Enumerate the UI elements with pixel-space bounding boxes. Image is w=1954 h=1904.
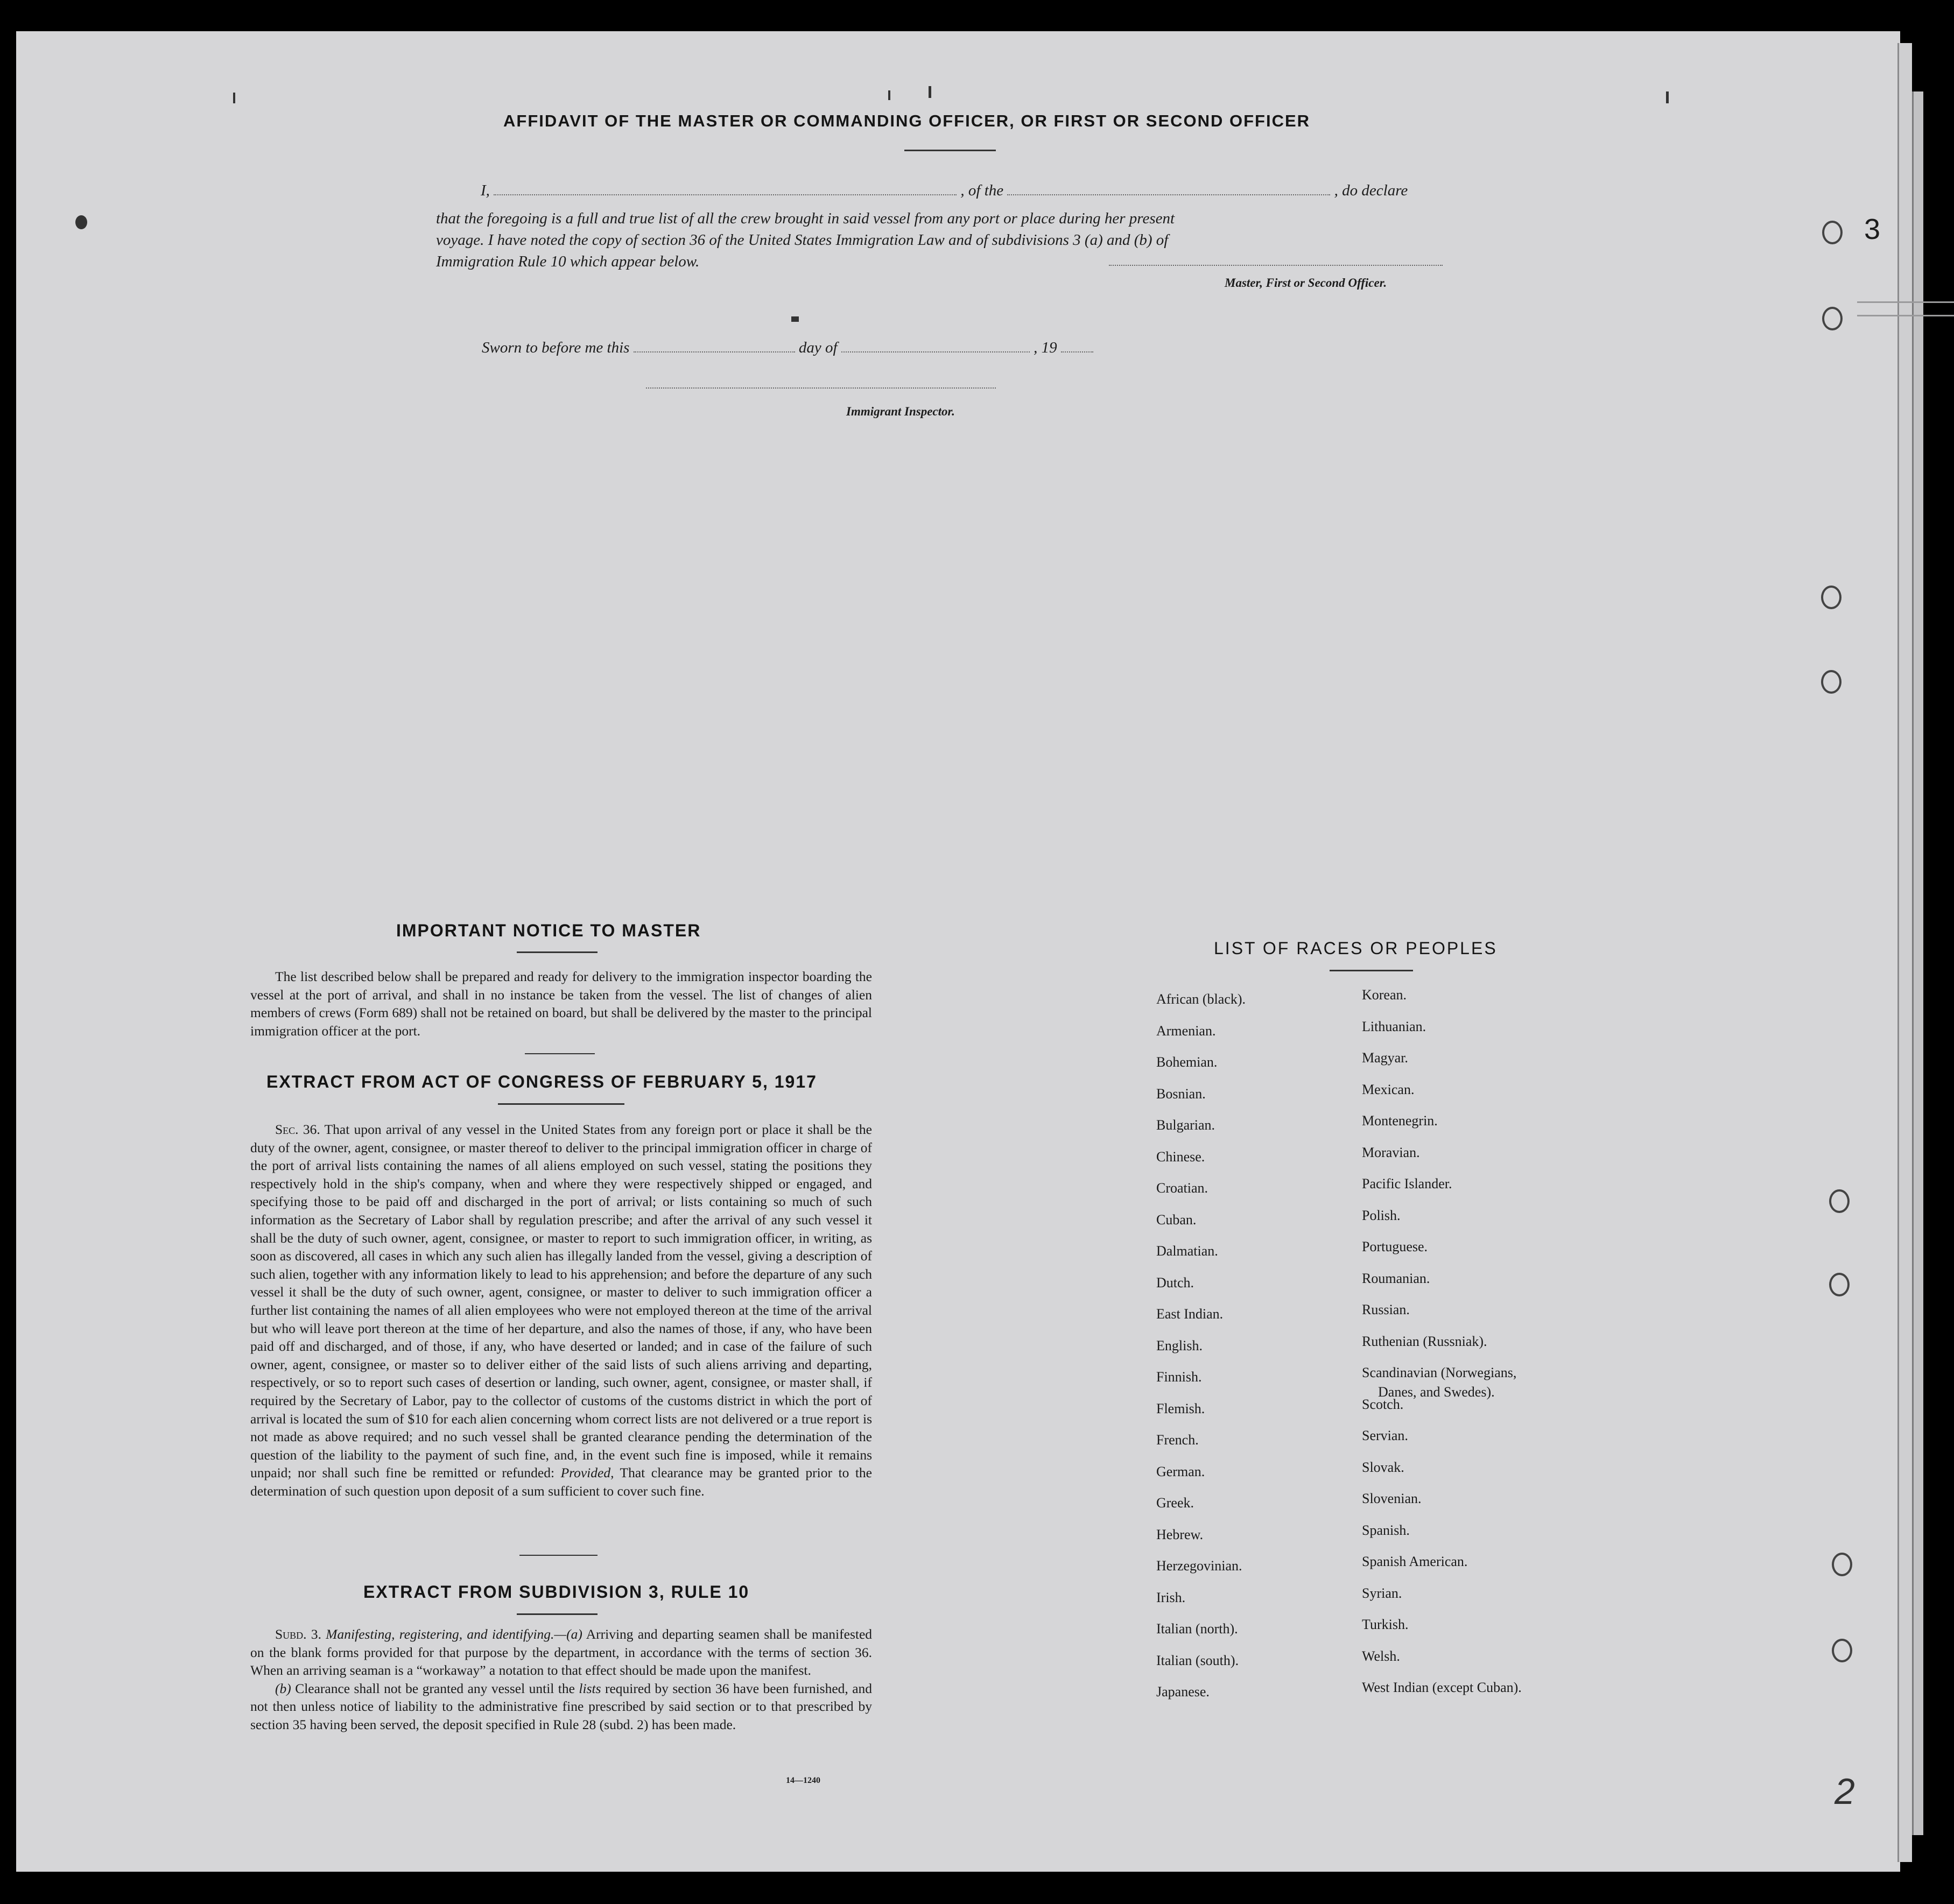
race-item: French. <box>1156 1432 1199 1448</box>
race-item: Roumanian. <box>1362 1271 1430 1286</box>
race-item: Slovenian. <box>1362 1491 1422 1506</box>
inspector-signature-field[interactable] <box>646 387 996 389</box>
vessel-field[interactable] <box>1007 194 1330 195</box>
title-underline <box>904 150 996 151</box>
scan-speck <box>929 86 931 98</box>
sworn-day-field[interactable] <box>634 351 795 352</box>
lists-term: lists <box>579 1680 601 1696</box>
race-item: Italian (south). <box>1156 1653 1239 1668</box>
section-divider <box>519 1555 598 1556</box>
act-extract-title: EXTRACT FROM ACT OF CONGRESS OF FEBRUARY 5, 1917 <box>266 1072 817 1091</box>
subdivision-b-text-end: required by section 36 have been furnished, and not then unless notice of liability to the administrative fine prescribed by said section or to that prescribed by section 35 having been served, the deposit specified in Rule 28 (subd. 2) has been made. <box>250 1680 873 1732</box>
title-underline <box>498 1103 624 1105</box>
punch-hole <box>1822 307 1843 330</box>
race-item: Greek. <box>1156 1495 1194 1511</box>
race-item: Cuban. <box>1156 1212 1197 1228</box>
race-item: African (black). <box>1156 991 1246 1007</box>
race-item: Danes, and Swedes). <box>1378 1384 1495 1400</box>
race-item: Russian. <box>1362 1302 1410 1317</box>
title-underline <box>517 951 598 953</box>
race-item: Dalmatian. <box>1156 1243 1218 1259</box>
notice-text <box>250 968 872 1040</box>
section-divider <box>525 1053 595 1054</box>
scan-speck <box>75 215 87 229</box>
notice-title: IMPORTANT NOTICE TO MASTER <box>396 921 701 940</box>
affidavit-line: voyage. I have noted the copy of section 36 of the United States Immigration Law and of subdivisions 3 (a) and (b) of <box>436 231 1169 249</box>
race-item: Magyar. <box>1362 1050 1408 1066</box>
rule-extract-title: EXTRACT FROM SUBDIVISION 3, RULE 10 <box>363 1582 750 1602</box>
scan-speck <box>791 316 799 322</box>
margin-rule <box>1857 315 1954 316</box>
race-item: Irish. <box>1156 1590 1186 1605</box>
race-item: Spanish. <box>1362 1522 1410 1538</box>
race-item: Polish. <box>1362 1208 1401 1223</box>
race-item: Mexican. <box>1362 1082 1415 1097</box>
race-item: Pacific Islander. <box>1362 1176 1452 1191</box>
race-item: Hebrew. <box>1156 1527 1204 1542</box>
name-field[interactable] <box>494 194 957 195</box>
punch-hole <box>1829 1273 1850 1296</box>
subdivision-b-label: (b) <box>275 1680 291 1696</box>
margin-number: 3 <box>1864 213 1881 245</box>
race-item: Moravian. <box>1362 1145 1420 1160</box>
race-item: Syrian. <box>1362 1585 1402 1601</box>
sworn-month-field[interactable] <box>841 351 1030 352</box>
race-item: Chinese. <box>1156 1149 1205 1165</box>
race-item: Slovak. <box>1362 1459 1404 1475</box>
section-36-text-end: That clearance may be granted prior to the determination of such question upon deposit of a sum sufficient to cover such fine. <box>250 1465 872 1499</box>
subdivision-a-text: Arriving and departing seamen shall be manifested on the blank forms provided for that purpose by the department, in accordance with the terms of section 36. When an arriving seaman is a “workaway” a notation to that effect should be made upon the manifest. <box>250 1626 873 1679</box>
affidavit-line: that the foregoing is a full and true list of all the crew brought in said vessel from any port or place during her present <box>436 210 1175 227</box>
sheet-edge <box>1912 91 1923 1835</box>
year-prefix: , 19 <box>1034 339 1057 356</box>
day-of-label: day of <box>798 339 838 356</box>
affidavit-of-the: , of the <box>960 182 1004 199</box>
race-item: Finnish. <box>1156 1369 1202 1385</box>
race-item: Portuguese. <box>1362 1239 1428 1254</box>
race-item: Italian (north). <box>1156 1621 1238 1637</box>
race-item: Servian. <box>1362 1428 1408 1443</box>
scan-speck <box>1666 91 1669 103</box>
race-item: Welsh. <box>1362 1648 1400 1664</box>
rule-extract-text <box>250 1625 872 1734</box>
punch-hole <box>1832 1553 1852 1576</box>
subdivision-b-text: Clearance shall not be granted any vessel until the <box>295 1680 575 1696</box>
race-item: Japanese. <box>1156 1684 1210 1700</box>
race-item: Lithuanian. <box>1362 1019 1426 1034</box>
sworn-line <box>482 339 1093 357</box>
subdivision-label: Subd. 3. <box>275 1626 321 1642</box>
document-sheet <box>16 31 1900 1872</box>
affidavit-declaration-line <box>481 182 1408 200</box>
inspector-label: Immigrant Inspector. <box>846 405 955 418</box>
title-underline <box>517 1613 598 1615</box>
race-item: Scandinavian (Norwegians, <box>1362 1365 1517 1380</box>
subdivision-heading: Manifesting, registering, and identifying.—(a) <box>326 1626 582 1642</box>
race-item: Turkish. <box>1362 1617 1409 1632</box>
scan-speck <box>888 90 890 100</box>
race-item: Armenian. <box>1156 1023 1216 1039</box>
race-item: Dutch. <box>1156 1275 1194 1291</box>
provided-term: Provided, <box>560 1465 614 1481</box>
sworn-label: Sworn to before me this <box>482 339 630 356</box>
affidavit-paragraph <box>436 208 1459 272</box>
act-extract-text <box>250 1120 872 1500</box>
signature-label: Master, First or Second Officer. <box>1225 276 1387 290</box>
section-label: Sec. 36. <box>275 1122 320 1137</box>
margin-number: 2 <box>1834 1771 1855 1812</box>
race-item: Ruthenian (Russniak). <box>1362 1334 1487 1349</box>
race-item: Korean. <box>1362 987 1407 1003</box>
punch-hole <box>1821 670 1841 694</box>
race-item: German. <box>1156 1464 1205 1479</box>
form-number: 14—1240 <box>786 1776 820 1785</box>
race-item: Scotch. <box>1362 1397 1404 1412</box>
sworn-year-field[interactable] <box>1061 351 1093 352</box>
affidavit-i: I, <box>481 182 490 199</box>
race-item: Montenegrin. <box>1362 1113 1438 1129</box>
race-item: Bohemian. <box>1156 1054 1218 1070</box>
affidavit-declare: , do declare <box>1334 182 1408 199</box>
scan-speck <box>233 93 235 103</box>
race-item: Bosnian. <box>1156 1086 1206 1102</box>
punch-hole <box>1829 1189 1850 1213</box>
punch-hole <box>1821 586 1841 609</box>
affidavit-title: AFFIDAVIT OF THE MASTER OR COMMANDING OFFICER, OR FIRST OR SECOND OFFICER <box>503 111 1311 130</box>
section-36-text: That upon arrival of any vessel in the United States from any foreign port or place it shall be the duty of the owner, agent, consignee, or master thereof to deliver to the principal immigration officer in charge of the port of arrival lists containing the names of all aliens employed on such vessel, stating the positions they respectively hold in the ship's company, when and where they were respectively shipped or engaged, and specifying those to be paid off and discharged in the port of arrival; or lists containing so much of such information as the Secretary of Labor shall by regulation prescribe; and after the arrival of any such vessel it shall be the duty of such owner, agent, consignee, or master to report to such immigration officer, in writing, as soon as discovered, all cases in which any such alien has illegally landed from the vessel, giving a description of such alien, together with any information likely to lead to his apprehension; and before the departure of any such vessel it shall be the duty of such owner, agent, consignee, or master to deliver to such immigration officer a further list containing the names of all alien employees who were not employed thereon at the time of the arrival but who will leave port thereon at the time of her departure, and also the names of those, if any, who have been paid off and discharged, and of those, if any, who have deserted or landed; and in case of the failure of such owner, agent, consignee, or master so to deliver either of the said lists of such aliens arriving and departing, respectively, or so to report such cases of desertion or landing, such owner, agent, consignee, or master shall, if required by the Secretary of Labor, pay to the collector of customs of the customs district in which the port of arrival is located the sum of $10 for each alien concerning whom correct lists are not delivered or a true report is not made as above required; and no such vessel shall be granted clearance pending the determination of the question of the liability to the payment of such fine, and, in the event such fine is imposed, while it remains unpaid; nor shall such fine be remitted or refunded: <box>250 1122 872 1481</box>
margin-rule <box>1857 301 1954 303</box>
signature-field[interactable] <box>1109 265 1443 266</box>
race-item: Spanish American. <box>1362 1554 1468 1569</box>
punch-hole <box>1832 1639 1852 1662</box>
race-item: Herzegovinian. <box>1156 1558 1242 1574</box>
notice-paragraph: The list described below shall be prepared and ready for delivery to the immigration inspector boarding the vessel at the port of arrival, and shall in no instance be taken from the vessel. The list of changes of alien members of crews (Form 689) shall not be retained on board, but shall be delivered by the master to the principal immigration officer at the port. <box>250 969 872 1039</box>
race-item: Bulgarian. <box>1156 1117 1215 1133</box>
affidavit-line: Immigration Rule 10 which appear below. <box>436 253 700 270</box>
punch-hole <box>1822 221 1843 244</box>
race-item: West Indian (except Cuban). <box>1362 1680 1522 1695</box>
race-item: Flemish. <box>1156 1401 1205 1416</box>
race-item: East Indian. <box>1156 1306 1224 1322</box>
title-underline <box>1330 970 1413 971</box>
race-item: Croatian. <box>1156 1180 1208 1196</box>
races-title: LIST OF RACES OR PEOPLES <box>1214 939 1498 958</box>
race-item: English. <box>1156 1338 1203 1353</box>
